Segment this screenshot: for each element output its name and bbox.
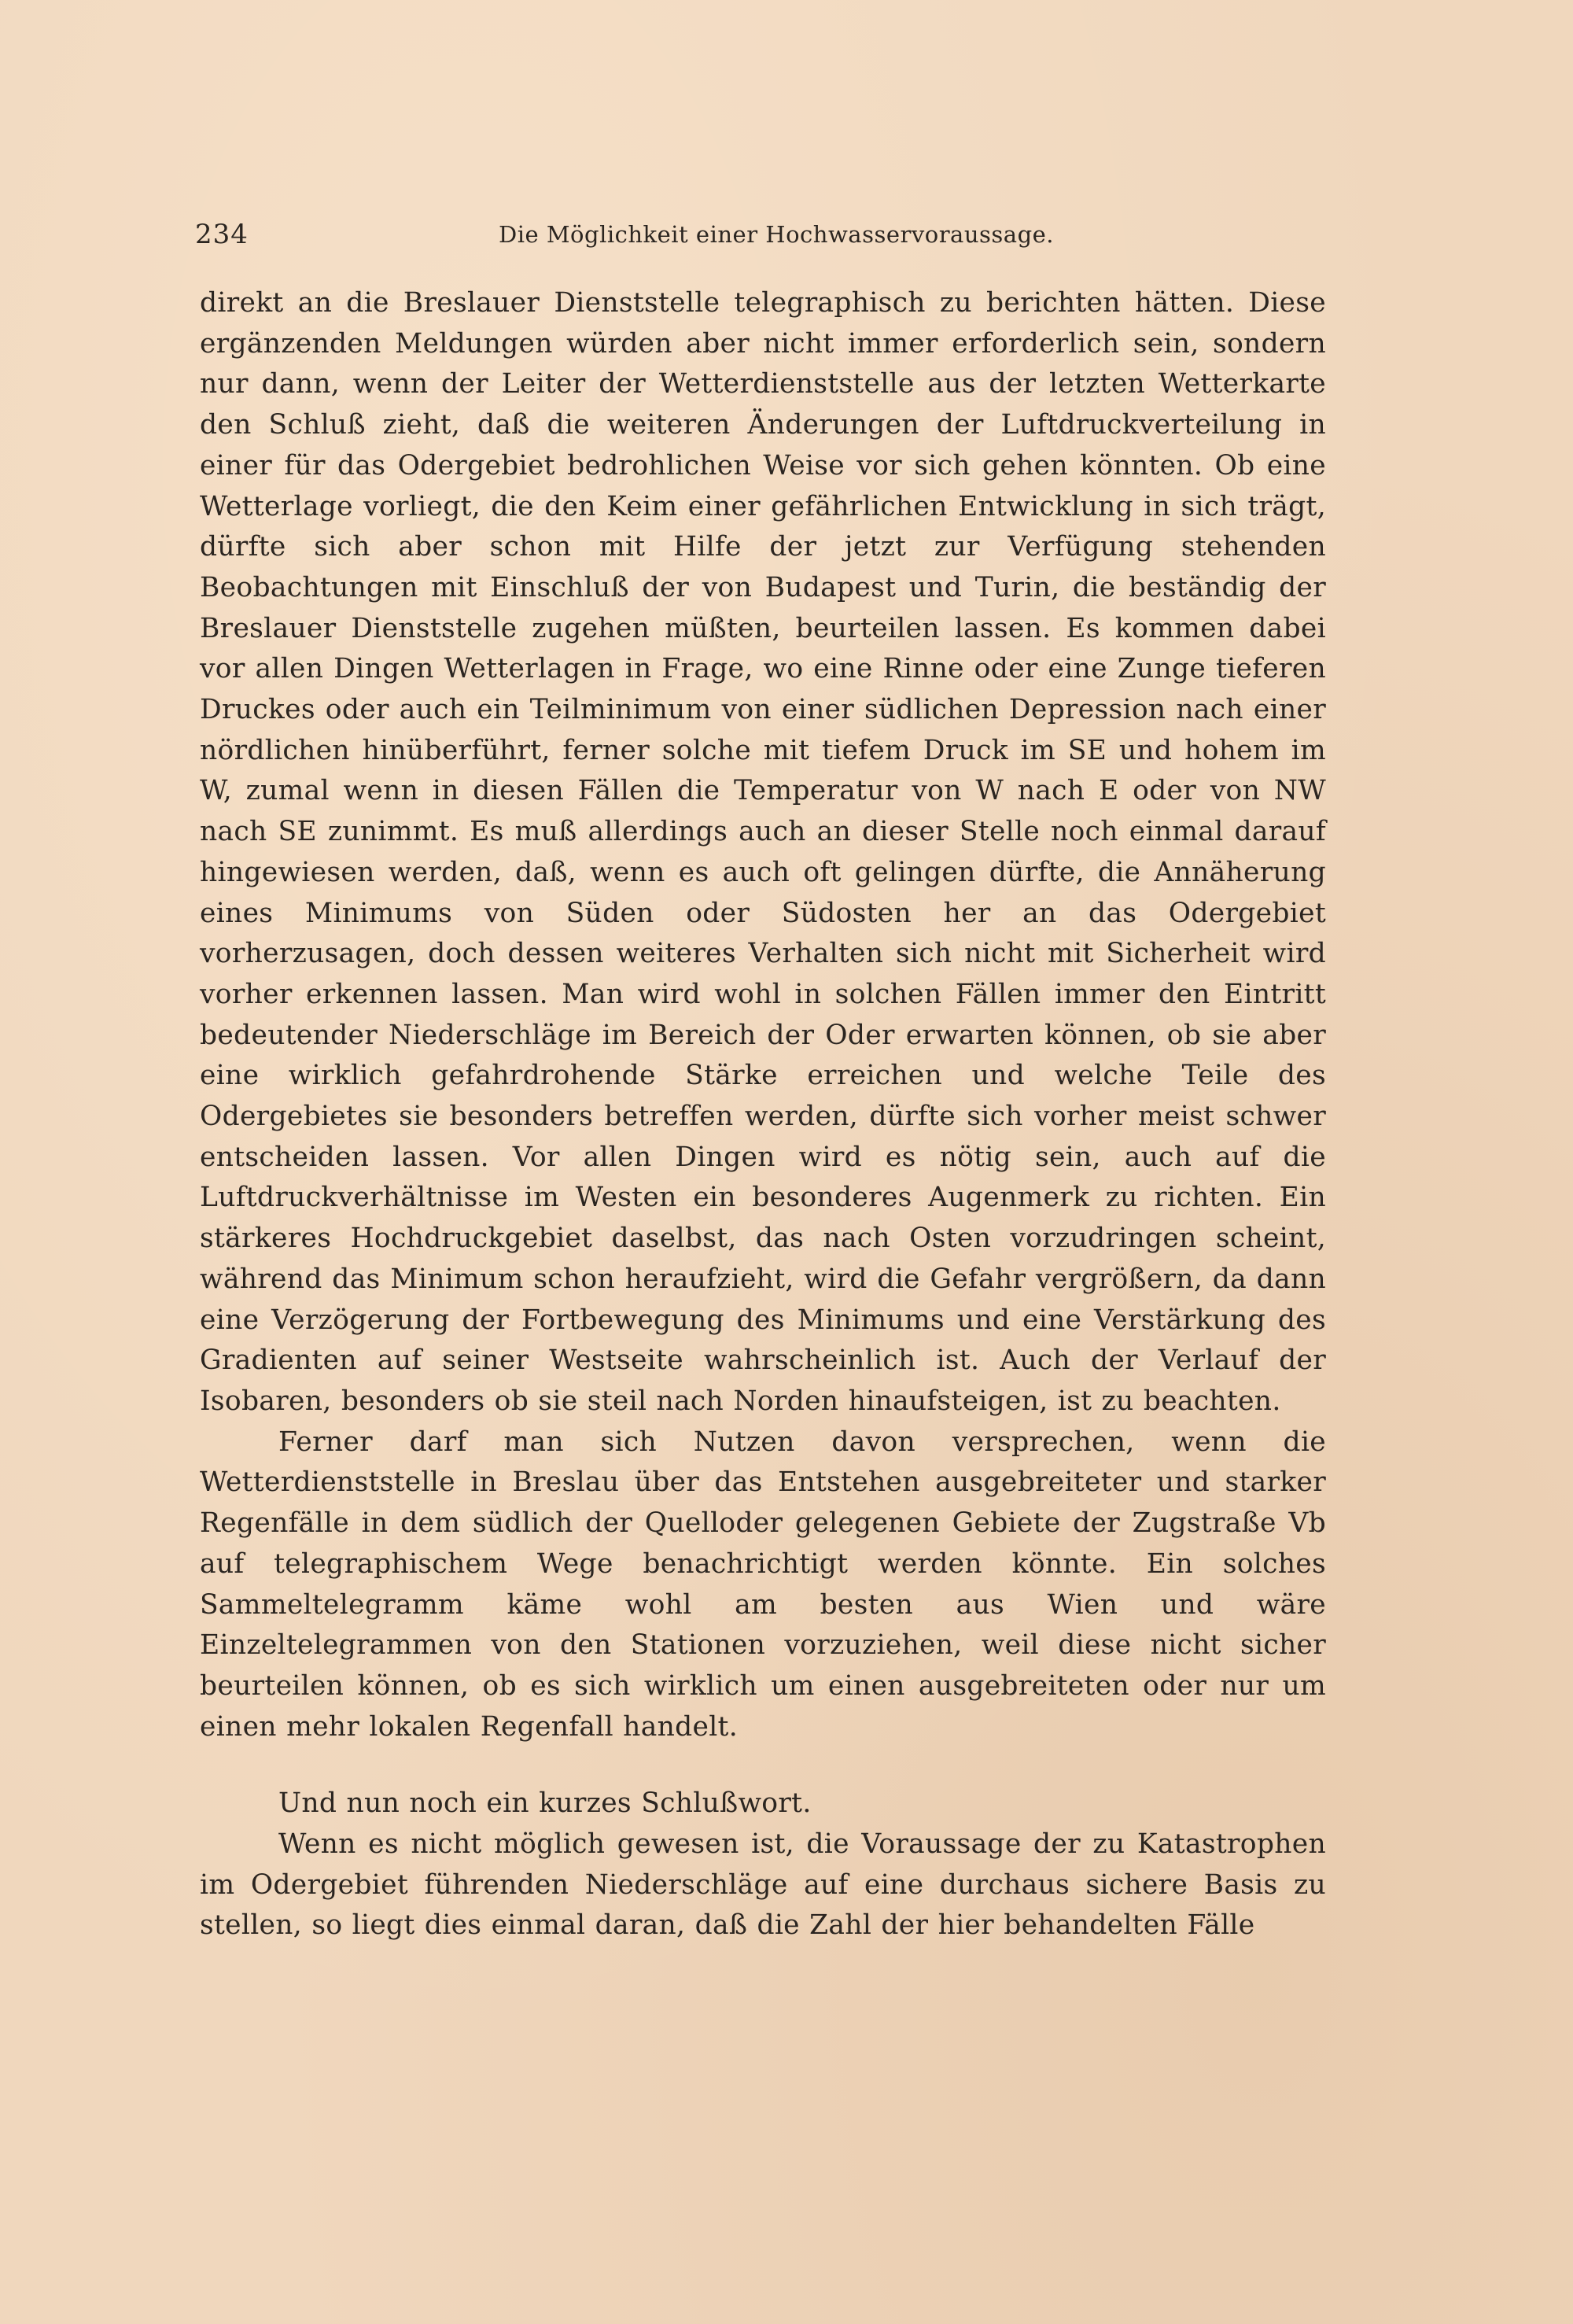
paragraph-3: Und nun noch ein kurzes Schlußwort. xyxy=(278,1787,812,1820)
paragraph-2: Ferner darf man sich Nutzen davon versprechen, wenn die Wetterdienststelle in Breslau über das Entstehen ausgebreiteter und starker Regenfälle in dem südlich der Quelloder gelegenen Gebiete der Zugstraße Vb auf telegraphischem Wege benachrichtigt werden könnte. Ein solches Sammeltelegramm käme wohl am besten aus Wien und wäre Einzeltelegrammen von den Stationen vorzuziehen, weil diese nicht sicher beurteilen können, ob es sich wirklich um einen ausgebreiteten oder nur um einen mehr lokalen Regenfall handelt. xyxy=(200,1426,1326,1743)
paragraph-1: direkt an die Breslauer Dienststelle telegraphisch zu berichten hätten. Diese ergänzenden Meldungen würden aber nicht immer erforderlich sein, sondern nur dann, wenn der Leiter der Wetterdienststelle aus der letzten Wetterkarte den Schluß zieht, daß die weiteren Änderungen der Luftdruckverteilung in einer für das Odergebiet bedrohlichen Weise vor sich gehen könnten. Ob eine Wetterlage vorliegt, die den Keim einer gefährlichen Entwicklung in sich trägt, dürfte sich aber schon mit Hilfe der jetzt zur Verfügung stehenden Beobachtungen mit Einschluß der von Budapest und Turin, die beständig der Breslauer Dienststelle zugehen müßten, beurteilen lassen. Es kommen dabei vor allen Dingen Wetterlagen in Frage, wo eine Rinne oder eine Zunge tieferen Druckes oder auch ein Teilminimum von einer südlichen Depression nach einer nördlichen hinüberführt, ferner solche mit tiefem Druck im SE und hohem im W, zumal wenn in diesen Fällen die Temperatur von W nach E oder von NW nach SE zunimmt. Es muß allerdings auch an dieser Stelle noch einmal darauf hingewiesen werden, daß, wenn es auch oft gelingen dürfte, die Annäherung eines Minimums von Süden oder Südosten her an das Odergebiet vorherzusagen, doch dessen weiteres Verhalten sich nicht mit Sicherheit wird vorher erkennen lassen. Man wird wohl in solchen Fällen immer den Eintritt bedeutender Niederschläge im Bereich der Oder erwarten können, ob sie aber eine wirklich gefahrdrohende Stärke erreichen und welche Teile des Odergebietes sie besonders betreffen werden, dürfte sich vorher meist schwer entscheiden lassen. Vor allen Dingen wird es nötig sein, auch auf die Luftdruckverhältnisse im Westen ein besonderes Augenmerk zu richten. Ein stärkeres Hochdruckgebiet daselbst, das nach Osten vorzudringen scheint, während das Minimum schon heraufzieht, wird die Gefahr vergrößern, da dann eine Verzögerung der Fortbewegung des Minimums und eine Verstärkung des Gradienten auf seiner Westseite wahrscheinlich ist. Auch der Verlauf der Isobaren, besonders ob sie steil nach Norden hinaufsteigen, ist zu beachten. xyxy=(200,287,1326,1417)
running-head xyxy=(195,215,1326,254)
page-number: 234 xyxy=(195,219,249,250)
body-text xyxy=(200,283,1326,1946)
paragraph-4: Wenn es nicht möglich gewesen ist, die Voraussage der zu Katastrophen im Odergebiet führenden Niederschläge auf eine durchaus sichere Basis zu stellen, so liegt dies einmal daran, daß die Zahl der hier behandelten Fälle xyxy=(200,1828,1326,1942)
running-title: Die Möglichkeit einer Hochwasservoraussage. xyxy=(498,221,1055,248)
